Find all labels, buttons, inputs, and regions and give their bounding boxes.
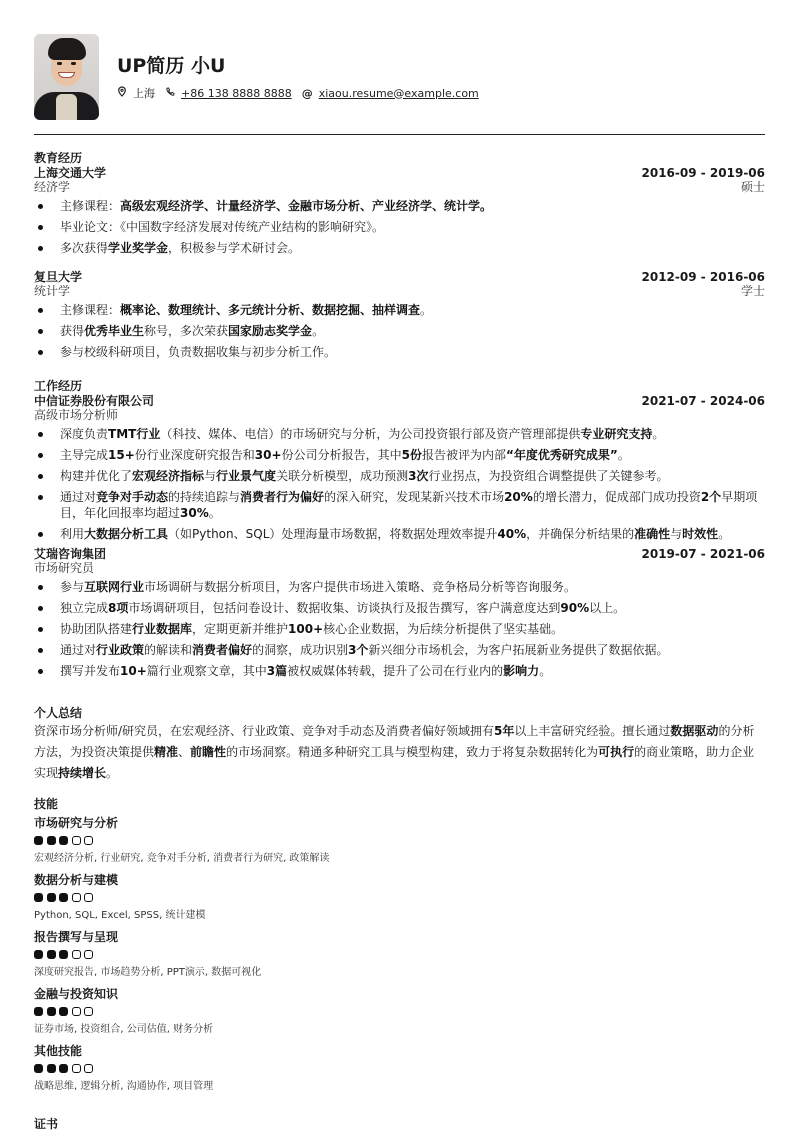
skill-level-rating (34, 950, 765, 960)
skill-item (34, 929, 765, 980)
skills-section (34, 797, 765, 1100)
resume-header (34, 34, 765, 120)
bullet-item: 参与互联网行业市场调研与数据分析项目，为客户提供市场进入策略、竞争格局分析等咨询服务。 (34, 579, 765, 595)
work-dates: 2021-07 - 2024-06 (641, 394, 765, 408)
section-title-work: 工作经历 (34, 379, 83, 393)
bullet-item: 毕业论文：《中国数字经济发展对传统产业结构的影响研究》。 (34, 219, 765, 235)
section-title-summary: 个人总结 (34, 706, 83, 720)
bullet-item: 构建并优化了宏观经济指标与行业景气度关联分析模型，成功预测3次行业拐点，为投资组合调整提供了关键参考。 (34, 468, 765, 484)
skills-list (34, 815, 765, 1094)
skill-name: 数据分析与建模 (34, 873, 119, 887)
job-title: 市场研究员 (34, 561, 95, 575)
skill-keywords: 证券市场, 投资组合, 公司估值, 财务分析 (34, 1024, 214, 1035)
skill-keywords: 宏观经济分析, 行业研究, 竞争对手分析, 消费者行为研究, 政策解读 (34, 853, 330, 864)
skill-name: 报告撰写与呈现 (34, 930, 119, 944)
education-section (34, 151, 765, 365)
work-section (34, 379, 765, 684)
job-title: 高级市场分析师 (34, 408, 119, 422)
empty-dot-icon (84, 836, 93, 845)
filled-dot-icon (59, 1007, 68, 1016)
bullet-item: 利用大数据分析工具（如Python、SQL）处理海量市场数据，将数据处理效率提升40%，并确保分析结果的准确性与时效性。 (34, 526, 765, 542)
skill-level-rating (34, 893, 765, 903)
empty-dot-icon (72, 950, 81, 959)
bullet-item: 深度负责TMT行业（科技、媒体、电信）的市场研究与分析，为公司投资银行部及资产管理部提供专业研究支持。 (34, 426, 765, 442)
filled-dot-icon (47, 893, 56, 902)
section-title-skills: 技能 (34, 797, 59, 811)
empty-dot-icon (84, 1007, 93, 1016)
header-divider (34, 134, 765, 135)
bullet-list (34, 198, 765, 256)
empty-dot-icon (84, 950, 93, 959)
summary-section (34, 706, 765, 784)
filled-dot-icon (34, 893, 43, 902)
bullet-item: 主修课程：高级宏观经济学、计量经济学、金融市场分析、产业经济学、统计学。 (34, 198, 765, 214)
bullet-list (34, 426, 765, 542)
empty-dot-icon (72, 1064, 81, 1073)
certificates-section (34, 1117, 765, 1130)
education-entry (34, 166, 765, 256)
empty-dot-icon (84, 893, 93, 902)
work-entry (34, 394, 765, 542)
filled-dot-icon (34, 836, 43, 845)
filled-dot-icon (47, 950, 56, 959)
avatar-photo (34, 34, 99, 120)
location-text: 上海 (133, 87, 155, 100)
major: 经济学 (34, 180, 71, 194)
section-title-education: 教育经历 (34, 151, 83, 165)
skill-level-rating (34, 1007, 765, 1017)
bullet-item: 撰写并发布10+篇行业观察文章，其中3篇被权威媒体转载，提升了公司在行业内的影响力。 (34, 663, 765, 679)
skill-item (34, 872, 765, 923)
bullet-item: 通过对行业政策的解读和消费者偏好的洞察，成功识别3个新兴细分市场机会，为客户拓展新业务提供了数据依据。 (34, 642, 765, 658)
skill-name: 金融与投资知识 (34, 987, 119, 1001)
email-link[interactable]: xiaou.resume@example.com (318, 86, 479, 100)
filled-dot-icon (59, 893, 68, 902)
skill-keywords: 深度研究报告, 市场趋势分析, PPT演示, 数据可视化 (34, 967, 262, 978)
edu-dates: 2012-09 - 2016-06 (641, 270, 765, 284)
bullet-item: 通过对竞争对手动态的持续追踪与消费者行为偏好的深入研究，发现某新兴技术市场20%的增长潜力，促成部门成功投资2个早期项目，年化回报率均超过30%。 (34, 489, 765, 521)
phone-icon (165, 87, 175, 100)
bullet-item: 获得优秀毕业生称号，多次荣获国家励志奖学金。 (34, 323, 765, 339)
skill-keywords: 战略思维, 逻辑分析, 沟通协作, 项目管理 (34, 1081, 214, 1092)
bullet-list (34, 579, 765, 679)
location-pin-icon (117, 86, 127, 100)
skill-item (34, 1043, 765, 1094)
skill-name: 市场研究与分析 (34, 816, 119, 830)
work-entry (34, 547, 765, 679)
skill-level-rating (34, 836, 765, 846)
bullet-list (34, 302, 765, 360)
degree: 学士 (740, 284, 765, 298)
filled-dot-icon (34, 1007, 43, 1016)
empty-dot-icon (84, 1064, 93, 1073)
major: 统计学 (34, 284, 71, 298)
bullet-item: 主修课程：概率论、数理统计、多元统计分析、数据挖掘、抽样调查。 (34, 302, 765, 318)
phone-link[interactable]: +86 138 8888 8888 (181, 86, 292, 100)
filled-dot-icon (59, 950, 68, 959)
filled-dot-icon (59, 1064, 68, 1073)
filled-dot-icon (47, 836, 56, 845)
filled-dot-icon (34, 1064, 43, 1073)
work-dates: 2019-07 - 2021-06 (641, 547, 765, 561)
empty-dot-icon (72, 836, 81, 845)
filled-dot-icon (34, 950, 43, 959)
education-entry (34, 270, 765, 360)
edu-dates: 2016-09 - 2019-06 (641, 166, 765, 180)
degree: 硕士 (740, 180, 765, 194)
company-name: 中信证券股份有限公司 (34, 394, 155, 408)
company-name: 艾瑞咨询集团 (34, 547, 107, 561)
filled-dot-icon (47, 1007, 56, 1016)
empty-dot-icon (72, 1007, 81, 1016)
bullet-item: 多次获得学业奖学金，积极参与学术研讨会。 (34, 240, 765, 256)
filled-dot-icon (59, 836, 68, 845)
skill-item (34, 986, 765, 1037)
bullet-item: 独立完成8项市场调研项目，包括问卷设计、数据收集、访谈执行及报告撰写，客户满意度达到90%以上。 (34, 600, 765, 616)
school-name: 上海交通大学 (34, 166, 107, 180)
skill-level-rating (34, 1064, 765, 1074)
skill-name: 其他技能 (34, 1044, 83, 1058)
bullet-item: 参与校级科研项目，负责数据收集与初步分析工作。 (34, 344, 765, 360)
at-icon: @ (301, 86, 313, 100)
skill-keywords: Python, SQL, Excel, SPSS, 统计建模 (34, 910, 206, 921)
empty-dot-icon (72, 893, 81, 902)
bullet-item: 主导完成15+份行业深度研究报告和30+份公司分析报告，其中5份报告被评为内部“年度优秀研究成果”。 (34, 447, 765, 463)
skill-item (34, 815, 765, 866)
section-title-certificates: 证书 (34, 1117, 59, 1130)
contact-row (117, 85, 489, 101)
candidate-name: UP简历 小U (117, 55, 226, 77)
filled-dot-icon (47, 1064, 56, 1073)
summary-text: 资深市场分析师/研究员，在宏观经济、行业政策、竞争对手动态及消费者偏好领域拥有5年以上丰富研究经验。擅长通过数据驱动的分析方法，为投资决策提供精准、前瞻性的市场洞察。精通多种研究工具与模型构建，致力于将复杂数据转化为可执行的商业策略，助力企业实现持续增长。 (34, 724, 755, 780)
school-name: 复旦大学 (34, 270, 83, 284)
bullet-item: 协助团队搭建行业数据库，定期更新并维护100+核心企业数据，为后续分析提供了坚实基础。 (34, 621, 765, 637)
resume-page (34, 34, 765, 1130)
